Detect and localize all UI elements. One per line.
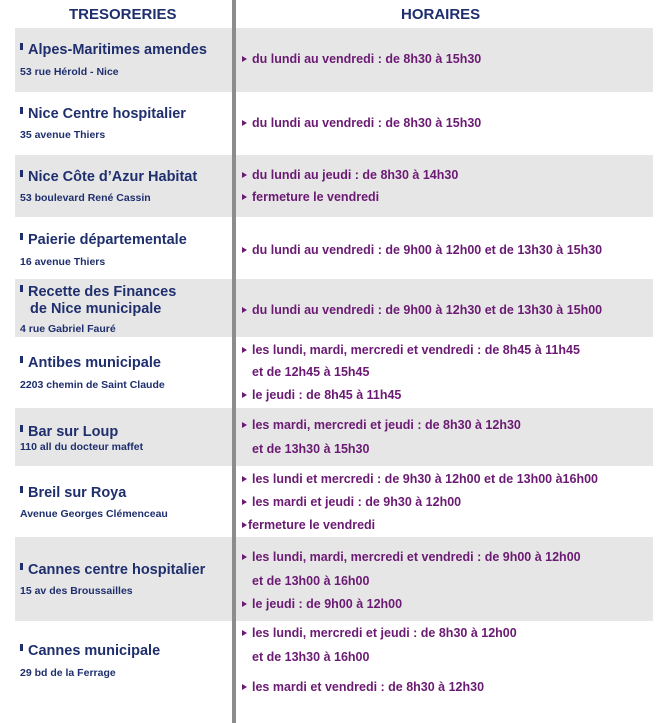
bullet-icon	[20, 425, 23, 432]
arrow-icon	[242, 522, 247, 528]
tresorerie-name: Cannes centre hospitalier	[20, 561, 205, 579]
bullet-icon	[20, 285, 23, 292]
hours-line: le jeudi : de 9h00 à 12h00	[242, 597, 402, 611]
bullet-icon	[20, 107, 23, 114]
hours-line: du lundi au vendredi : de 9h00 à 12h00 et de 13h30 à 15h30	[242, 243, 602, 257]
hours-line: les mardi, mercredi et jeudi : de 8h30 à 12h30	[242, 418, 521, 432]
bullet-icon	[20, 486, 23, 493]
column-divider	[232, 0, 236, 723]
table-header	[0, 0, 658, 28]
arrow-icon	[242, 247, 247, 253]
tresorerie-address: 16 avenue Thiers	[20, 256, 106, 268]
hours-line: et de 12h45 à 15h45	[252, 365, 370, 379]
hours-line: les lundi, mardi, mercredi et vendredi : de 9h00 à 12h00	[242, 550, 581, 564]
column-header-tresoreries: TRESORERIES	[69, 6, 177, 23]
tresorerie-address: 35 avenue Thiers	[20, 129, 106, 141]
tresorerie-address: 53 boulevard René Cassin	[20, 192, 151, 204]
tresorerie-name: Alpes-Maritimes amendes	[20, 41, 207, 59]
arrow-icon	[242, 307, 247, 313]
tresorerie-address: Avenue Georges Clémenceau	[20, 508, 168, 520]
table-row	[15, 337, 653, 408]
tresorerie-address: 53 rue Hérold - Nice	[20, 66, 119, 78]
arrow-icon	[242, 56, 247, 62]
bullet-icon	[20, 170, 23, 177]
tresorerie-address: 15 av des Broussailles	[20, 585, 133, 597]
hours-line: les lundi et mercredi : de 9h30 à 12h00 et de 13h00 à16h00	[242, 472, 598, 486]
table-row	[15, 408, 653, 466]
hours-line: les mardi et vendredi : de 8h30 à 12h30	[242, 680, 484, 694]
arrow-icon	[242, 422, 247, 428]
hours-line: les lundi, mardi, mercredi et vendredi : de 8h45 à 11h45	[242, 343, 580, 357]
hours-line: du lundi au vendredi : de 8h30 à 15h30	[242, 116, 481, 130]
table-row	[15, 466, 653, 537]
arrow-icon	[242, 554, 247, 560]
tresorerie-name: Recette des Finances	[20, 283, 176, 301]
tresorerie-name: Paierie départementale	[20, 231, 187, 249]
hours-line: le jeudi : de 8h45 à 11h45	[242, 388, 401, 402]
table-row	[15, 217, 653, 279]
hours-line: et de 13h30 à 16h00	[252, 650, 370, 664]
bullet-icon	[20, 43, 23, 50]
arrow-icon	[242, 347, 247, 353]
bullet-icon	[20, 563, 23, 570]
table-row	[15, 155, 653, 217]
tresorerie-name: Nice Centre hospitalier	[20, 105, 186, 123]
table-row	[15, 537, 653, 621]
tresorerie-name: Cannes municipale	[20, 642, 160, 660]
hours-line: fermeture le vendredi	[242, 190, 379, 204]
hours-line: et de 13h00 à 16h00	[252, 574, 370, 588]
hours-line: les lundi, mercredi et jeudi : de 8h30 à 12h00	[242, 626, 517, 640]
hours-line: fermeture le vendredi	[242, 518, 375, 532]
arrow-icon	[242, 684, 247, 690]
hours-line: et de 13h30 à 15h30	[252, 442, 370, 456]
bullet-icon	[20, 356, 23, 363]
hours-line: les mardi et jeudi : de 9h30 à 12h00	[242, 495, 461, 509]
arrow-icon	[242, 194, 247, 200]
hours-line: du lundi au vendredi : de 8h30 à 15h30	[242, 52, 481, 66]
tresorerie-name: Antibes municipale	[20, 354, 161, 372]
table-row	[15, 92, 653, 155]
table-row	[15, 621, 653, 705]
tresorerie-name-line2: de Nice municipale	[30, 301, 162, 317]
tresorerie-address: 2203 chemin de Saint Claude	[20, 379, 165, 391]
hours-line: du lundi au vendredi : de 9h00 à 12h30 et de 13h30 à 15h00	[242, 303, 602, 317]
tresorerie-address: 4 rue Gabriel Fauré	[20, 323, 116, 335]
arrow-icon	[242, 601, 247, 607]
table-row	[15, 28, 653, 92]
tresorerie-name: Bar sur Loup	[20, 423, 118, 441]
arrow-icon	[242, 630, 247, 636]
arrow-icon	[242, 476, 247, 482]
hours-line: du lundi au jeudi : de 8h30 à 14h30	[242, 168, 458, 182]
bullet-icon	[20, 644, 23, 651]
tresorerie-address: 29 bd de la Ferrage	[20, 667, 116, 679]
column-header-horaires: HORAIRES	[401, 6, 481, 23]
arrow-icon	[242, 120, 247, 126]
arrow-icon	[242, 392, 247, 398]
table-row	[15, 279, 653, 337]
bullet-icon	[20, 233, 23, 240]
tresorerie-name: Nice Côte d’Azur Habitat	[20, 168, 197, 186]
arrow-icon	[242, 499, 247, 505]
arrow-icon	[242, 172, 247, 178]
tresorerie-name: Breil sur Roya	[20, 484, 126, 502]
tresorerie-address: 110 all du docteur maffet	[20, 441, 144, 453]
